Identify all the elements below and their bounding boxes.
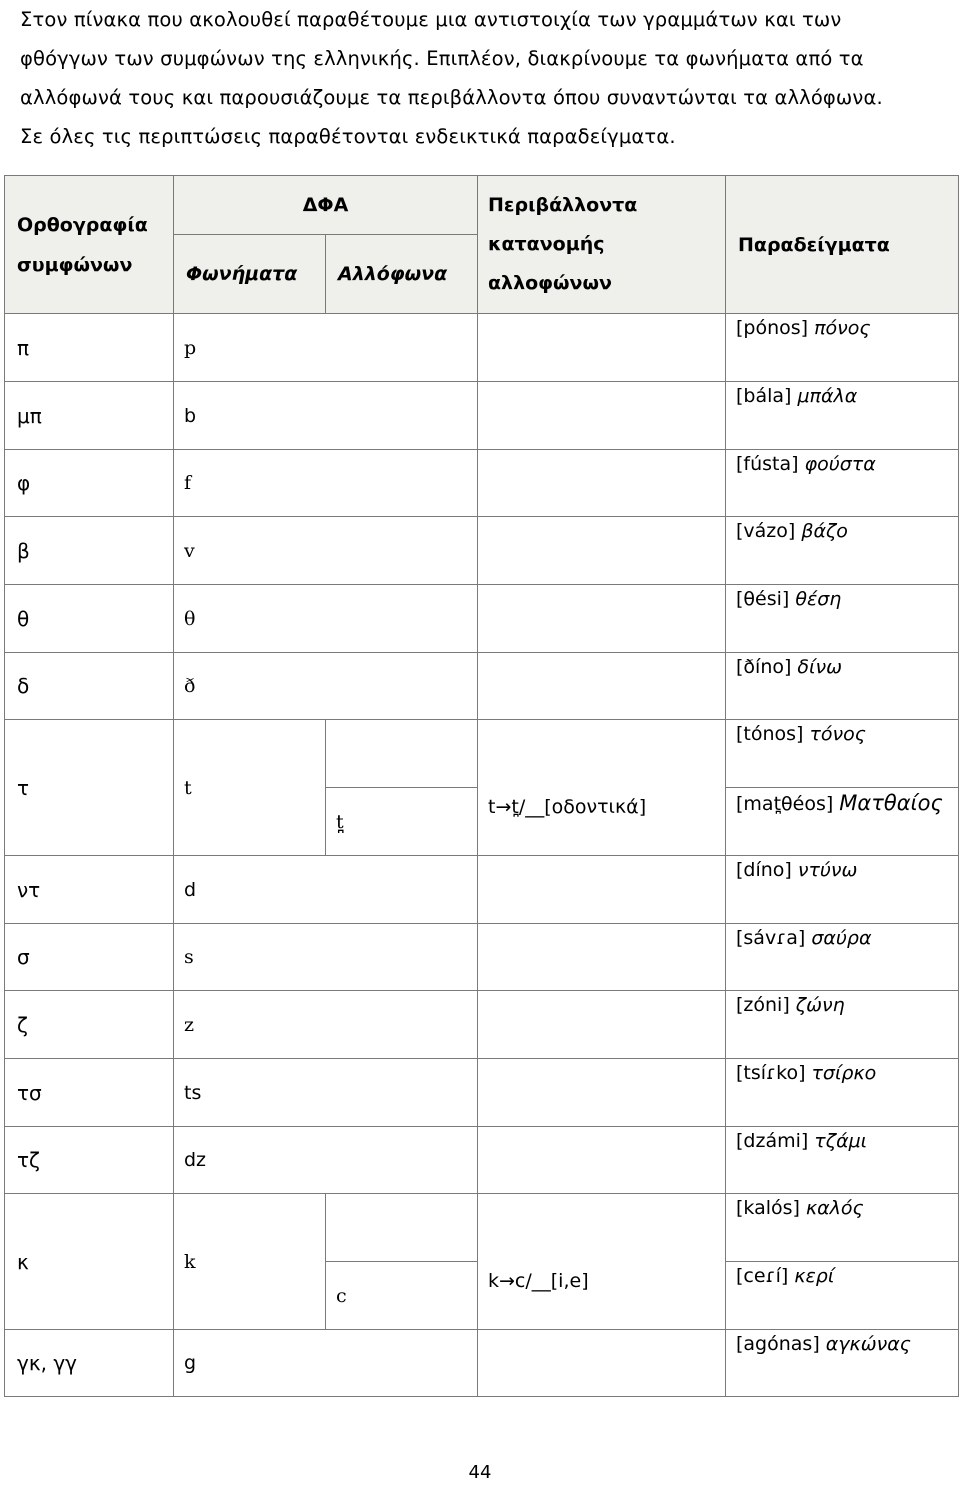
- intro-line: φθόγγων των συμφώνων της ελληνικής. Επιπλέον, διακρίνουμε τα φωνήματα από τα: [20, 47, 864, 70]
- example-ipa: [ceɾí]: [736, 1265, 789, 1287]
- environment-cell: [478, 382, 726, 450]
- example-ipa: [agónas]: [736, 1333, 820, 1355]
- orthography-cell: κ: [5, 1194, 174, 1330]
- example-ipa: [kalós]: [736, 1197, 800, 1219]
- environment-cell: [478, 314, 726, 382]
- environment-cell: [478, 653, 726, 720]
- orthography-cell: β: [5, 517, 174, 585]
- header-environments-line: Περιβάλλοντα: [488, 194, 638, 216]
- table-row: [5, 585, 959, 653]
- example-ipa: [zóni]: [736, 994, 790, 1016]
- header-environments-line: κατανομής: [488, 233, 605, 255]
- allophone-cell: t̪: [326, 788, 478, 856]
- table-row: [5, 314, 959, 382]
- environment-cell: k→c/__[i,e]: [478, 1262, 726, 1330]
- example-ipa: [tónos]: [736, 723, 804, 745]
- example-greek: ντύνω: [797, 859, 858, 881]
- orthography-cell: ντ: [5, 856, 174, 924]
- phoneme-cell: p: [174, 314, 478, 382]
- example-ipa: [θési]: [736, 588, 790, 610]
- environment-cell: [478, 991, 726, 1059]
- header-environments-line: αλλοφώνων: [488, 272, 612, 294]
- phoneme-cell: f: [174, 450, 478, 517]
- table-row: [5, 1330, 959, 1397]
- orthography-cell: τζ: [5, 1127, 174, 1194]
- example-greek: τζάμι: [814, 1130, 868, 1152]
- orthography-cell: τ: [5, 720, 174, 856]
- example-greek: θέση: [795, 588, 842, 610]
- phoneme-cell: dz: [174, 1127, 478, 1194]
- example-ipa: [díno]: [736, 859, 792, 881]
- table-row: [5, 720, 959, 788]
- table-row: [5, 382, 959, 450]
- environment-cell: t→t̪/__[οδοντικά]: [478, 788, 726, 856]
- header-allophones: Αλλόφωνα: [326, 235, 478, 314]
- header-ipa: ΔΦΑ: [174, 176, 478, 235]
- phoneme-cell: ts: [174, 1059, 478, 1127]
- intro-line: αλλόφωνά τους και παρουσιάζουμε τα περιβάλλοντα όπου συναντώνται τα αλλόφωνα.: [20, 86, 883, 109]
- example-greek: πόνος: [814, 317, 871, 339]
- allophone-cell: c: [326, 1262, 478, 1330]
- example-cell: [726, 517, 959, 585]
- phoneme-cell: v: [174, 517, 478, 585]
- header-examples: Παραδείγματα: [726, 176, 959, 314]
- environment-cell: [478, 517, 726, 585]
- allophone-cell: [326, 1194, 478, 1262]
- orthography-cell: θ: [5, 585, 174, 653]
- example-cell: [726, 720, 959, 788]
- phoneme-cell: t: [174, 720, 326, 856]
- example-cell: [726, 450, 959, 517]
- example-cell: [726, 1059, 959, 1127]
- example-cell: [726, 1194, 959, 1262]
- example-cell: [726, 991, 959, 1059]
- orthography-cell: φ: [5, 450, 174, 517]
- environment-cell: [478, 720, 726, 788]
- example-ipa: [bála]: [736, 385, 792, 407]
- example-cell: [726, 314, 959, 382]
- orthography-cell: μπ: [5, 382, 174, 450]
- example-greek: φούστα: [804, 453, 876, 475]
- environment-cell: [478, 585, 726, 653]
- example-cell: [726, 788, 959, 856]
- example-greek: ζώνη: [795, 994, 845, 1016]
- header-orthography: [5, 176, 174, 314]
- header-phonemes: Φωνήματα: [174, 235, 326, 314]
- phoneme-cell: d: [174, 856, 478, 924]
- environment-cell: [478, 1194, 726, 1262]
- orthography-cell: ζ: [5, 991, 174, 1059]
- example-cell: [726, 585, 959, 653]
- header-environments: [478, 176, 726, 314]
- phoneme-cell: b: [174, 382, 478, 450]
- phoneme-cell: g: [174, 1330, 478, 1397]
- page-number: 44: [468, 1462, 492, 1483]
- phoneme-cell: z: [174, 991, 478, 1059]
- phoneme-cell: s: [174, 924, 478, 991]
- environment-cell: [478, 1330, 726, 1397]
- consonant-table: [4, 175, 959, 1397]
- phoneme-cell: k: [174, 1194, 326, 1330]
- environment-cell: [478, 450, 726, 517]
- example-cell: [726, 1262, 959, 1330]
- example-greek: τόνος: [809, 723, 866, 745]
- environment-cell: [478, 856, 726, 924]
- environment-cell: [478, 924, 726, 991]
- example-ipa: [vázo]: [736, 520, 796, 542]
- example-greek: Ματθαίος: [839, 791, 943, 815]
- example-greek: καλός: [805, 1197, 864, 1219]
- example-ipa: [pónos]: [736, 317, 809, 339]
- intro-paragraph: [20, 0, 950, 156]
- example-cell: [726, 924, 959, 991]
- example-cell: [726, 1330, 959, 1397]
- table-row: [5, 1127, 959, 1194]
- example-greek: βάζο: [801, 520, 848, 542]
- example-ipa: [sávɾa]: [736, 927, 806, 949]
- example-ipa: [dzámi]: [736, 1130, 809, 1152]
- example-greek: μπάλα: [797, 385, 858, 407]
- intro-line: Σε όλες τις περιπτώσεις παραθέτονται ενδεικτικά παραδείγματα.: [20, 125, 676, 148]
- table-row: [5, 856, 959, 924]
- example-ipa: [fústa]: [736, 453, 799, 475]
- orthography-cell: τσ: [5, 1059, 174, 1127]
- header-orthography-line: συμφώνων: [17, 253, 133, 276]
- table-row: [5, 1194, 959, 1262]
- orthography-cell: σ: [5, 924, 174, 991]
- example-greek: τσίρκο: [811, 1062, 877, 1084]
- orthography-cell: δ: [5, 653, 174, 720]
- example-ipa: [tsíɾko]: [736, 1062, 806, 1084]
- example-cell: [726, 653, 959, 720]
- example-cell: [726, 856, 959, 924]
- allophone-cell: [326, 720, 478, 788]
- example-cell: [726, 382, 959, 450]
- table-row: [5, 1059, 959, 1127]
- example-greek: δίνω: [797, 656, 842, 678]
- table-row: [5, 924, 959, 991]
- example-greek: κερί: [794, 1265, 835, 1287]
- orthography-cell: π: [5, 314, 174, 382]
- orthography-cell: γκ, γγ: [5, 1330, 174, 1397]
- table-header-row: [5, 176, 959, 235]
- phoneme-cell: θ: [174, 585, 478, 653]
- example-ipa: [mat̪θéos]: [736, 793, 834, 815]
- environment-cell: [478, 1059, 726, 1127]
- intro-line: Στον πίνακα που ακολουθεί παραθέτουμε μια αντιστοιχία των γραμμάτων και των: [20, 8, 842, 31]
- example-cell: [726, 1127, 959, 1194]
- example-ipa: [ðíno]: [736, 656, 792, 678]
- example-greek: αγκώνας: [825, 1333, 911, 1355]
- table-row: [5, 517, 959, 585]
- table-row: [5, 450, 959, 517]
- environment-cell: [478, 1127, 726, 1194]
- header-orthography-line: Ορθογραφία: [17, 213, 148, 236]
- table-row: [5, 653, 959, 720]
- phoneme-cell: ð: [174, 653, 478, 720]
- table-row: [5, 991, 959, 1059]
- example-greek: σαύρα: [811, 927, 872, 949]
